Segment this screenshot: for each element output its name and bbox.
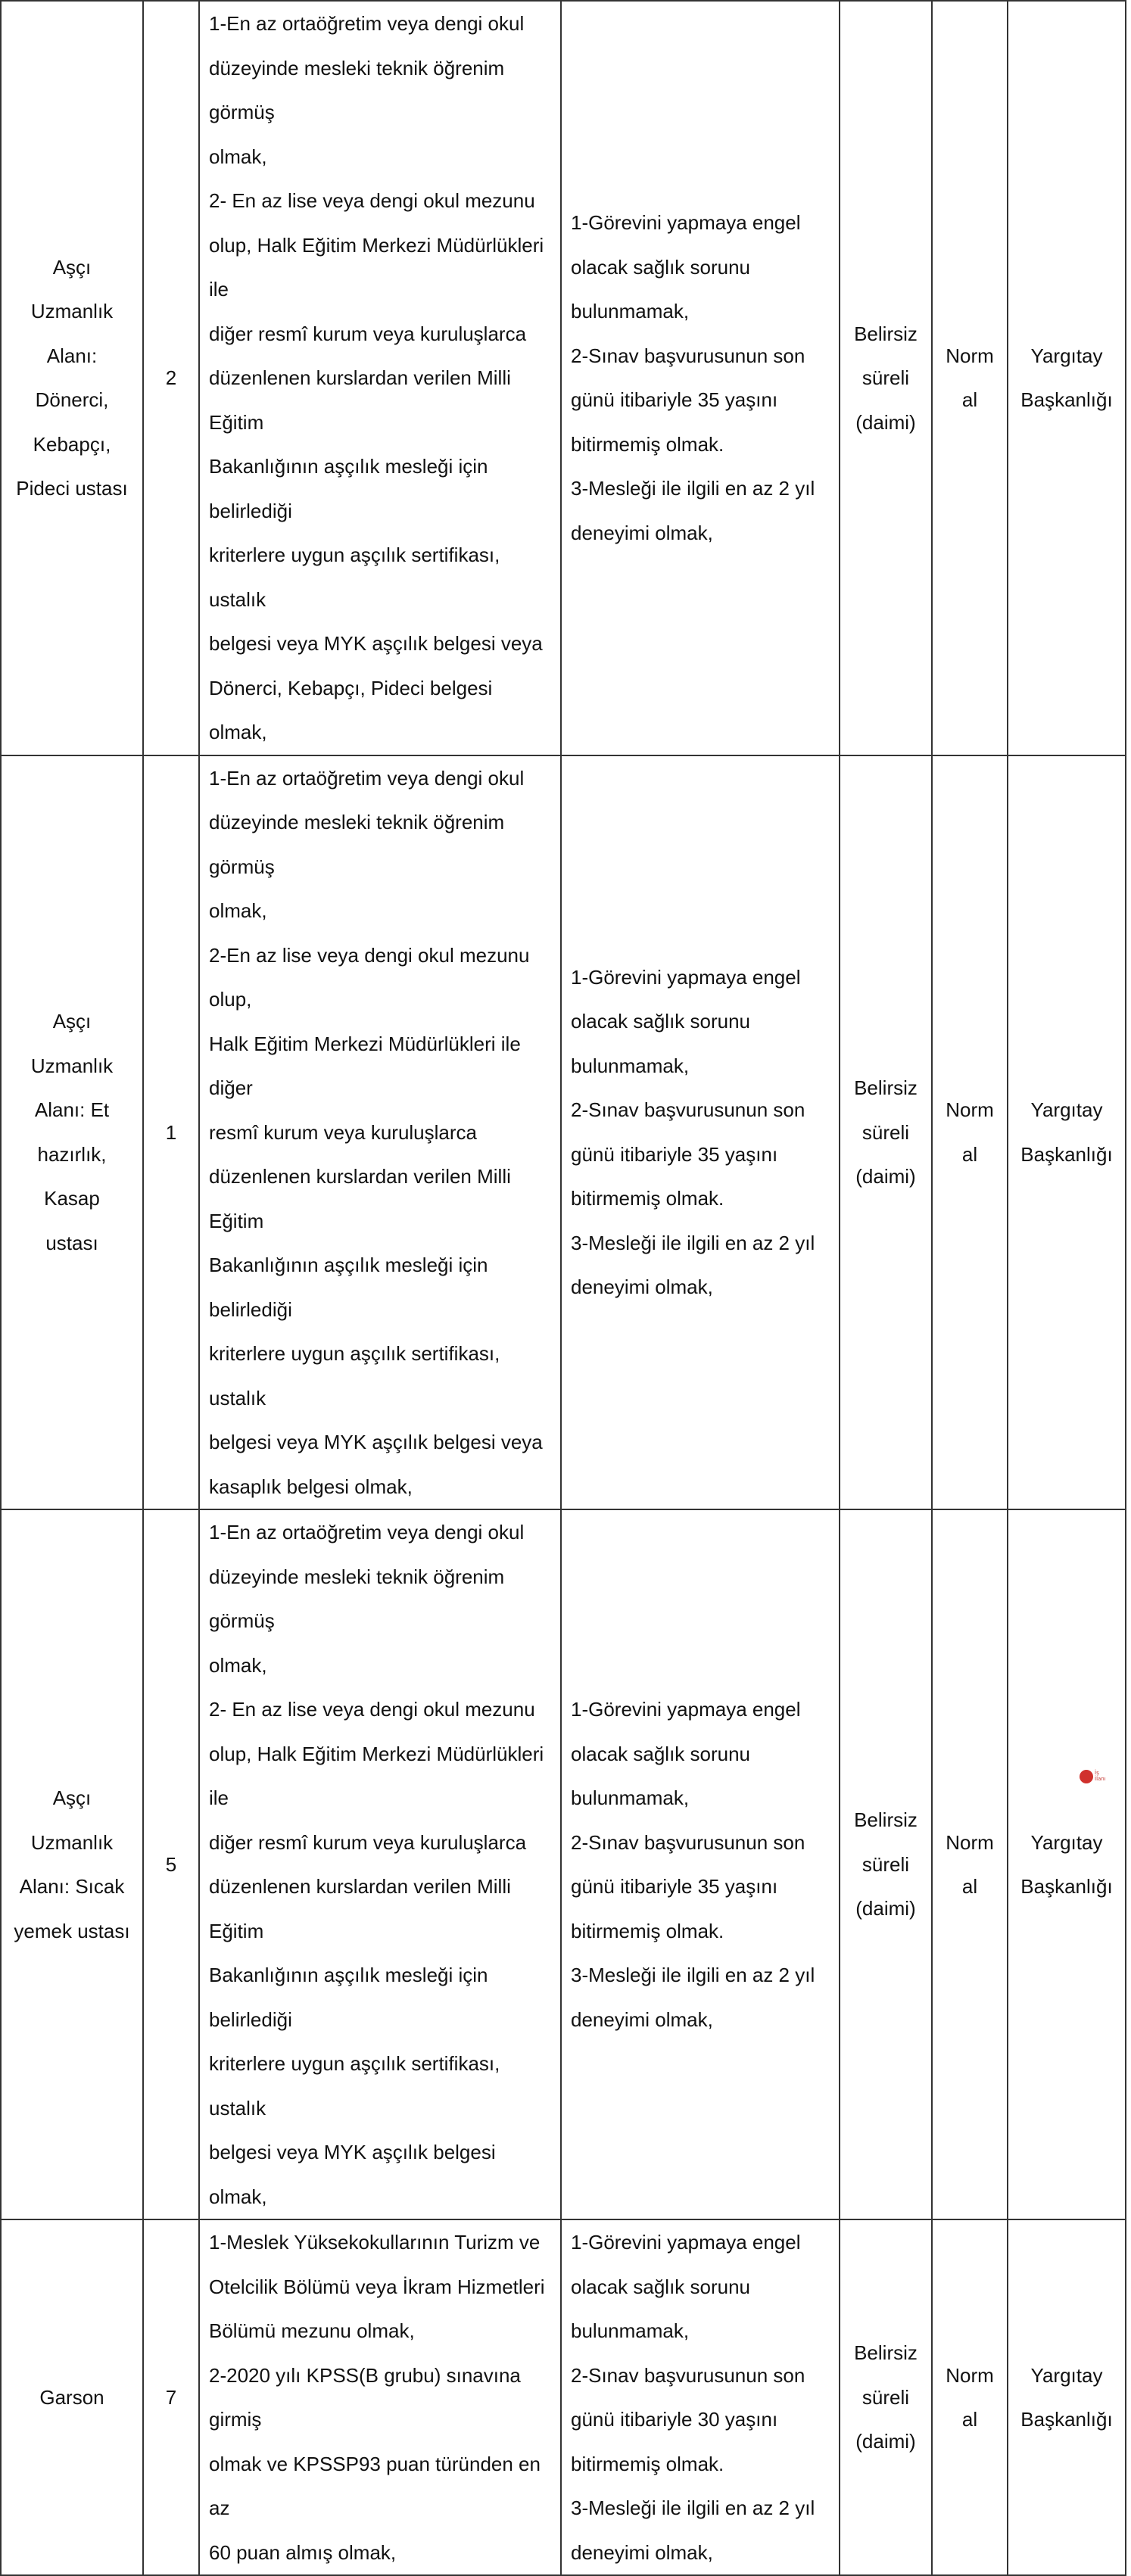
duration-line: Belirsiz	[854, 1076, 918, 1099]
institution-cell	[1008, 755, 1126, 1510]
education-line: Dönerci, Kebapçı, Pideci belgesi olmak,	[209, 676, 493, 743]
position-title-line: yemek ustası	[14, 1919, 130, 1942]
employment-duration-cell	[840, 2219, 932, 2575]
education-line: kasaplık belgesi olmak,	[209, 1475, 413, 1498]
institution-cell	[1008, 1, 1126, 755]
position-title-line: Alanı: Et	[34, 1098, 110, 1122]
education-line: kriterlere uygun aşçılık sertifikası, ustalık	[209, 1342, 500, 1409]
education-line: diğer resmî kurum veya kuruluşlarca	[209, 1830, 527, 1854]
requirement-line: deneyimi olmak,	[571, 2540, 713, 2564]
requirement-line: bitirmemiş olmak.	[571, 1919, 724, 1942]
education-line: resmî kurum veya kuruluşlarca	[209, 1120, 477, 1144]
education-requirements-cell	[199, 755, 561, 1510]
education-line: olup, Halk Eğitim Merkezi Müdürlükleri ile	[209, 233, 544, 301]
requirement-line: olacak sağlık sorunu	[571, 255, 751, 279]
education-line: 1-En az ortaöğretim veya dengi okul	[209, 766, 525, 790]
education-line: 1-En az ortaöğretim veya dengi okul	[209, 1521, 525, 1543]
requirement-line: bulunmamak,	[571, 2319, 690, 2342]
requirement-line: deneyimi olmak,	[571, 1276, 713, 1299]
position-count: 2	[165, 366, 177, 389]
table-body	[1, 1, 1126, 2575]
position-title-line: ustası	[45, 1231, 98, 1254]
watermark-logo-text: İş İlanı	[1095, 1770, 1106, 1782]
requirement-line: 3-Mesleği ile ilgili en az 2 yıl	[571, 477, 815, 500]
requirement-line: 3-Mesleği ile ilgili en az 2 yıl	[571, 2497, 815, 2519]
education-line: Bakanlığının aşçılık mesleği için belirlediği	[209, 455, 488, 522]
education-line: Bakanlığının aşçılık mesleği için belirlediği	[209, 1964, 488, 2031]
table-row	[1, 1, 1126, 755]
education-line: belgesi veya MYK aşçılık belgesi olmak,	[209, 2141, 496, 2208]
position-count-cell	[143, 755, 199, 1510]
requirement-line: 1-Görevini yapmaya engel	[571, 965, 801, 989]
education-line: olmak ve KPSSP93 puan türünden en az	[209, 2452, 541, 2519]
education-line: düzenlenen kurslardan verilen Milli Eğitim	[209, 1875, 511, 1942]
education-line: olmak,	[209, 899, 267, 922]
table-row	[1, 1509, 1126, 2219]
table-row	[1, 755, 1126, 1510]
position-title-line: Aşçı Uzmanlık	[30, 1010, 114, 1077]
institution-line: Yargıtay	[1030, 1830, 1103, 1854]
education-line: düzeyinde mesleki teknik öğrenim görmüş	[209, 811, 505, 878]
requirement-line: günü itibariyle 35 yaşını	[571, 1875, 778, 1898]
requirement-line: 2-Sınav başvurusunun son	[571, 1098, 805, 1122]
duration-line: (daimi)	[855, 2430, 916, 2453]
education-line: düzenlenen kurslardan verilen Milli Eğitim	[209, 1165, 511, 1232]
education-line: olmak,	[209, 1653, 267, 1677]
institution-line: Yargıtay	[1030, 2363, 1103, 2387]
position-title-cell	[1, 1509, 143, 2219]
education-line: Bölümü mezunu olmak,	[209, 2319, 415, 2342]
duration-line: (daimi)	[855, 1897, 916, 1920]
contract-type: Normal	[946, 1098, 994, 1166]
position-title-line: Garson	[39, 2385, 104, 2409]
education-requirements-cell	[199, 1509, 561, 2219]
employment-duration-cell	[840, 1, 932, 755]
other-requirements-cell	[561, 1509, 840, 2219]
duration-line: Belirsiz	[854, 1808, 918, 1832]
requirement-line: 2-Sınav başvurusunun son	[571, 344, 805, 367]
contract-type: Normal	[946, 2363, 994, 2431]
requirement-line: olacak sağlık sorunu	[571, 2275, 751, 2298]
position-title-line: Alanı: Sıcak	[19, 1875, 125, 1898]
other-requirements-cell	[561, 755, 840, 1510]
requirement-line: günü itibariyle 35 yaşını	[571, 388, 778, 412]
requirement-line: deneyimi olmak,	[571, 2008, 713, 2031]
requirement-line: bulunmamak,	[571, 1054, 690, 1077]
institution-cell	[1008, 1509, 1126, 2219]
requirement-line: 2-Sınav başvurusunun son	[571, 2363, 805, 2387]
education-line: 2-2020 yılı KPSS(B grubu) sınavına girmiş	[209, 2363, 521, 2431]
employment-duration-cell	[840, 1509, 932, 2219]
contract-type-cell	[932, 755, 1008, 1510]
requirement-line: 3-Mesleği ile ilgili en az 2 yıl	[571, 1231, 815, 1254]
institution-line: Başkanlığı	[1020, 2408, 1113, 2431]
education-line: Otelcilik Bölümü veya İkram Hizmetleri	[209, 2275, 545, 2298]
requirement-line: olacak sağlık sorunu	[571, 1742, 751, 1765]
requirement-line: olacak sağlık sorunu	[571, 1010, 751, 1033]
education-line: olmak,	[209, 145, 267, 168]
contract-type: Normal	[946, 344, 994, 412]
requirement-line: bulunmamak,	[571, 300, 690, 323]
institution-line: Yargıtay	[1030, 344, 1103, 367]
position-title-line: Aşçı Uzmanlık	[30, 255, 114, 323]
position-count: 7	[165, 2385, 177, 2409]
requirement-line: günü itibariyle 35 yaşını	[571, 1142, 778, 1166]
education-line: 60 puan almış olmak,	[209, 2540, 397, 2564]
education-line: düzeyinde mesleki teknik öğrenim görmüş	[209, 56, 505, 123]
requirement-line: bulunmamak,	[571, 1786, 690, 1809]
requirement-line: 3-Mesleği ile ilgili en az 2 yıl	[571, 1964, 815, 1986]
requirement-line: bitirmemiş olmak.	[571, 2452, 724, 2475]
watermark-logo	[1080, 1768, 1113, 1785]
requirement-line: 1-Görevini yapmaya engel	[571, 2231, 801, 2254]
education-line: Bakanlığının aşçılık mesleği için belirlediği	[209, 1254, 488, 1321]
requirement-line: 1-Görevini yapmaya engel	[571, 1698, 801, 1721]
education-line: olup, Halk Eğitim Merkezi Müdürlükleri ile	[209, 1742, 544, 1809]
requirement-line: deneyimi olmak,	[571, 521, 713, 544]
education-line: kriterlere uygun aşçılık sertifikası, ustalık	[209, 544, 500, 611]
position-title-line: Aşçı Uzmanlık	[30, 1786, 114, 1854]
position-count-cell	[143, 1, 199, 755]
education-line: 2- En az lise veya dengi okul mezunu	[209, 189, 535, 212]
other-requirements-cell	[561, 2219, 840, 2575]
education-line: 1-Meslek Yüksekokullarının Turizm ve	[209, 2231, 541, 2254]
institution-line: Başkanlığı	[1020, 388, 1113, 412]
education-line: 2-En az lise veya dengi okul mezunu olup,	[209, 943, 530, 1011]
duration-line: (daimi)	[855, 410, 916, 434]
education-line: 2- En az lise veya dengi okul mezunu	[209, 1698, 535, 1721]
education-line: diğer resmî kurum veya kuruluşlarca	[209, 322, 527, 345]
institution-line: Yargıtay	[1030, 1098, 1103, 1122]
education-line: düzenlenen kurslardan verilen Milli Eğitim	[209, 366, 511, 434]
position-title-line: Pideci ustası	[16, 477, 128, 500]
employment-duration-cell	[840, 755, 932, 1510]
duration-line: süreli	[861, 1120, 910, 1144]
position-count-cell	[143, 2219, 199, 2575]
requirement-line: günü itibariyle 30 yaşını	[571, 2408, 778, 2431]
education-requirements-cell	[199, 1, 561, 755]
position-title-cell	[1, 1, 143, 755]
position-count-cell	[143, 1509, 199, 2219]
contract-type-cell	[932, 1509, 1008, 2219]
education-line: düzeyinde mesleki teknik öğrenim görmüş	[209, 1565, 505, 1632]
duration-line: süreli	[861, 366, 910, 389]
education-line: Halk Eğitim Merkezi Müdürlükleri ile diğer	[209, 1032, 521, 1099]
institution-line: Başkanlığı	[1020, 1875, 1113, 1898]
requirement-line: 1-Görevini yapmaya engel	[571, 211, 801, 235]
watermark-logo-icon	[1080, 1770, 1093, 1783]
requirement-line: bitirmemiş olmak.	[571, 432, 724, 456]
contract-type-cell	[932, 2219, 1008, 2575]
position-title-line: Kebapçı,	[33, 432, 111, 456]
education-requirements-cell	[199, 2219, 561, 2575]
position-title-line: hazırlık, Kasap	[37, 1142, 107, 1210]
position-count: 5	[165, 1852, 177, 1876]
duration-line: süreli	[861, 2385, 910, 2409]
education-line: 1-En az ortaöğretim veya dengi okul	[209, 12, 525, 35]
institution-line: Başkanlığı	[1020, 1142, 1113, 1166]
duration-line: Belirsiz	[854, 322, 918, 345]
duration-line: Belirsiz	[854, 2341, 918, 2365]
duration-line: (daimi)	[855, 1165, 916, 1188]
requirement-line: bitirmemiş olmak.	[571, 1187, 724, 1210]
table-row	[1, 2219, 1126, 2575]
contract-type: Normal	[946, 1830, 994, 1898]
duration-line: süreli	[861, 1852, 910, 1876]
institution-cell	[1008, 2219, 1126, 2575]
position-title-cell	[1, 755, 143, 1510]
position-title-line: Alanı: Dönerci,	[35, 344, 109, 412]
education-line: belgesi veya MYK aşçılık belgesi veya	[209, 1431, 543, 1453]
requirement-line: 2-Sınav başvurusunun son	[571, 1830, 805, 1854]
position-count: 1	[165, 1120, 177, 1144]
position-title-cell	[1, 2219, 143, 2575]
contract-type-cell	[932, 1, 1008, 755]
education-line: kriterlere uygun aşçılık sertifikası, ustalık	[209, 2052, 500, 2120]
education-line: belgesi veya MYK aşçılık belgesi veya	[209, 632, 543, 655]
other-requirements-cell	[561, 1, 840, 755]
